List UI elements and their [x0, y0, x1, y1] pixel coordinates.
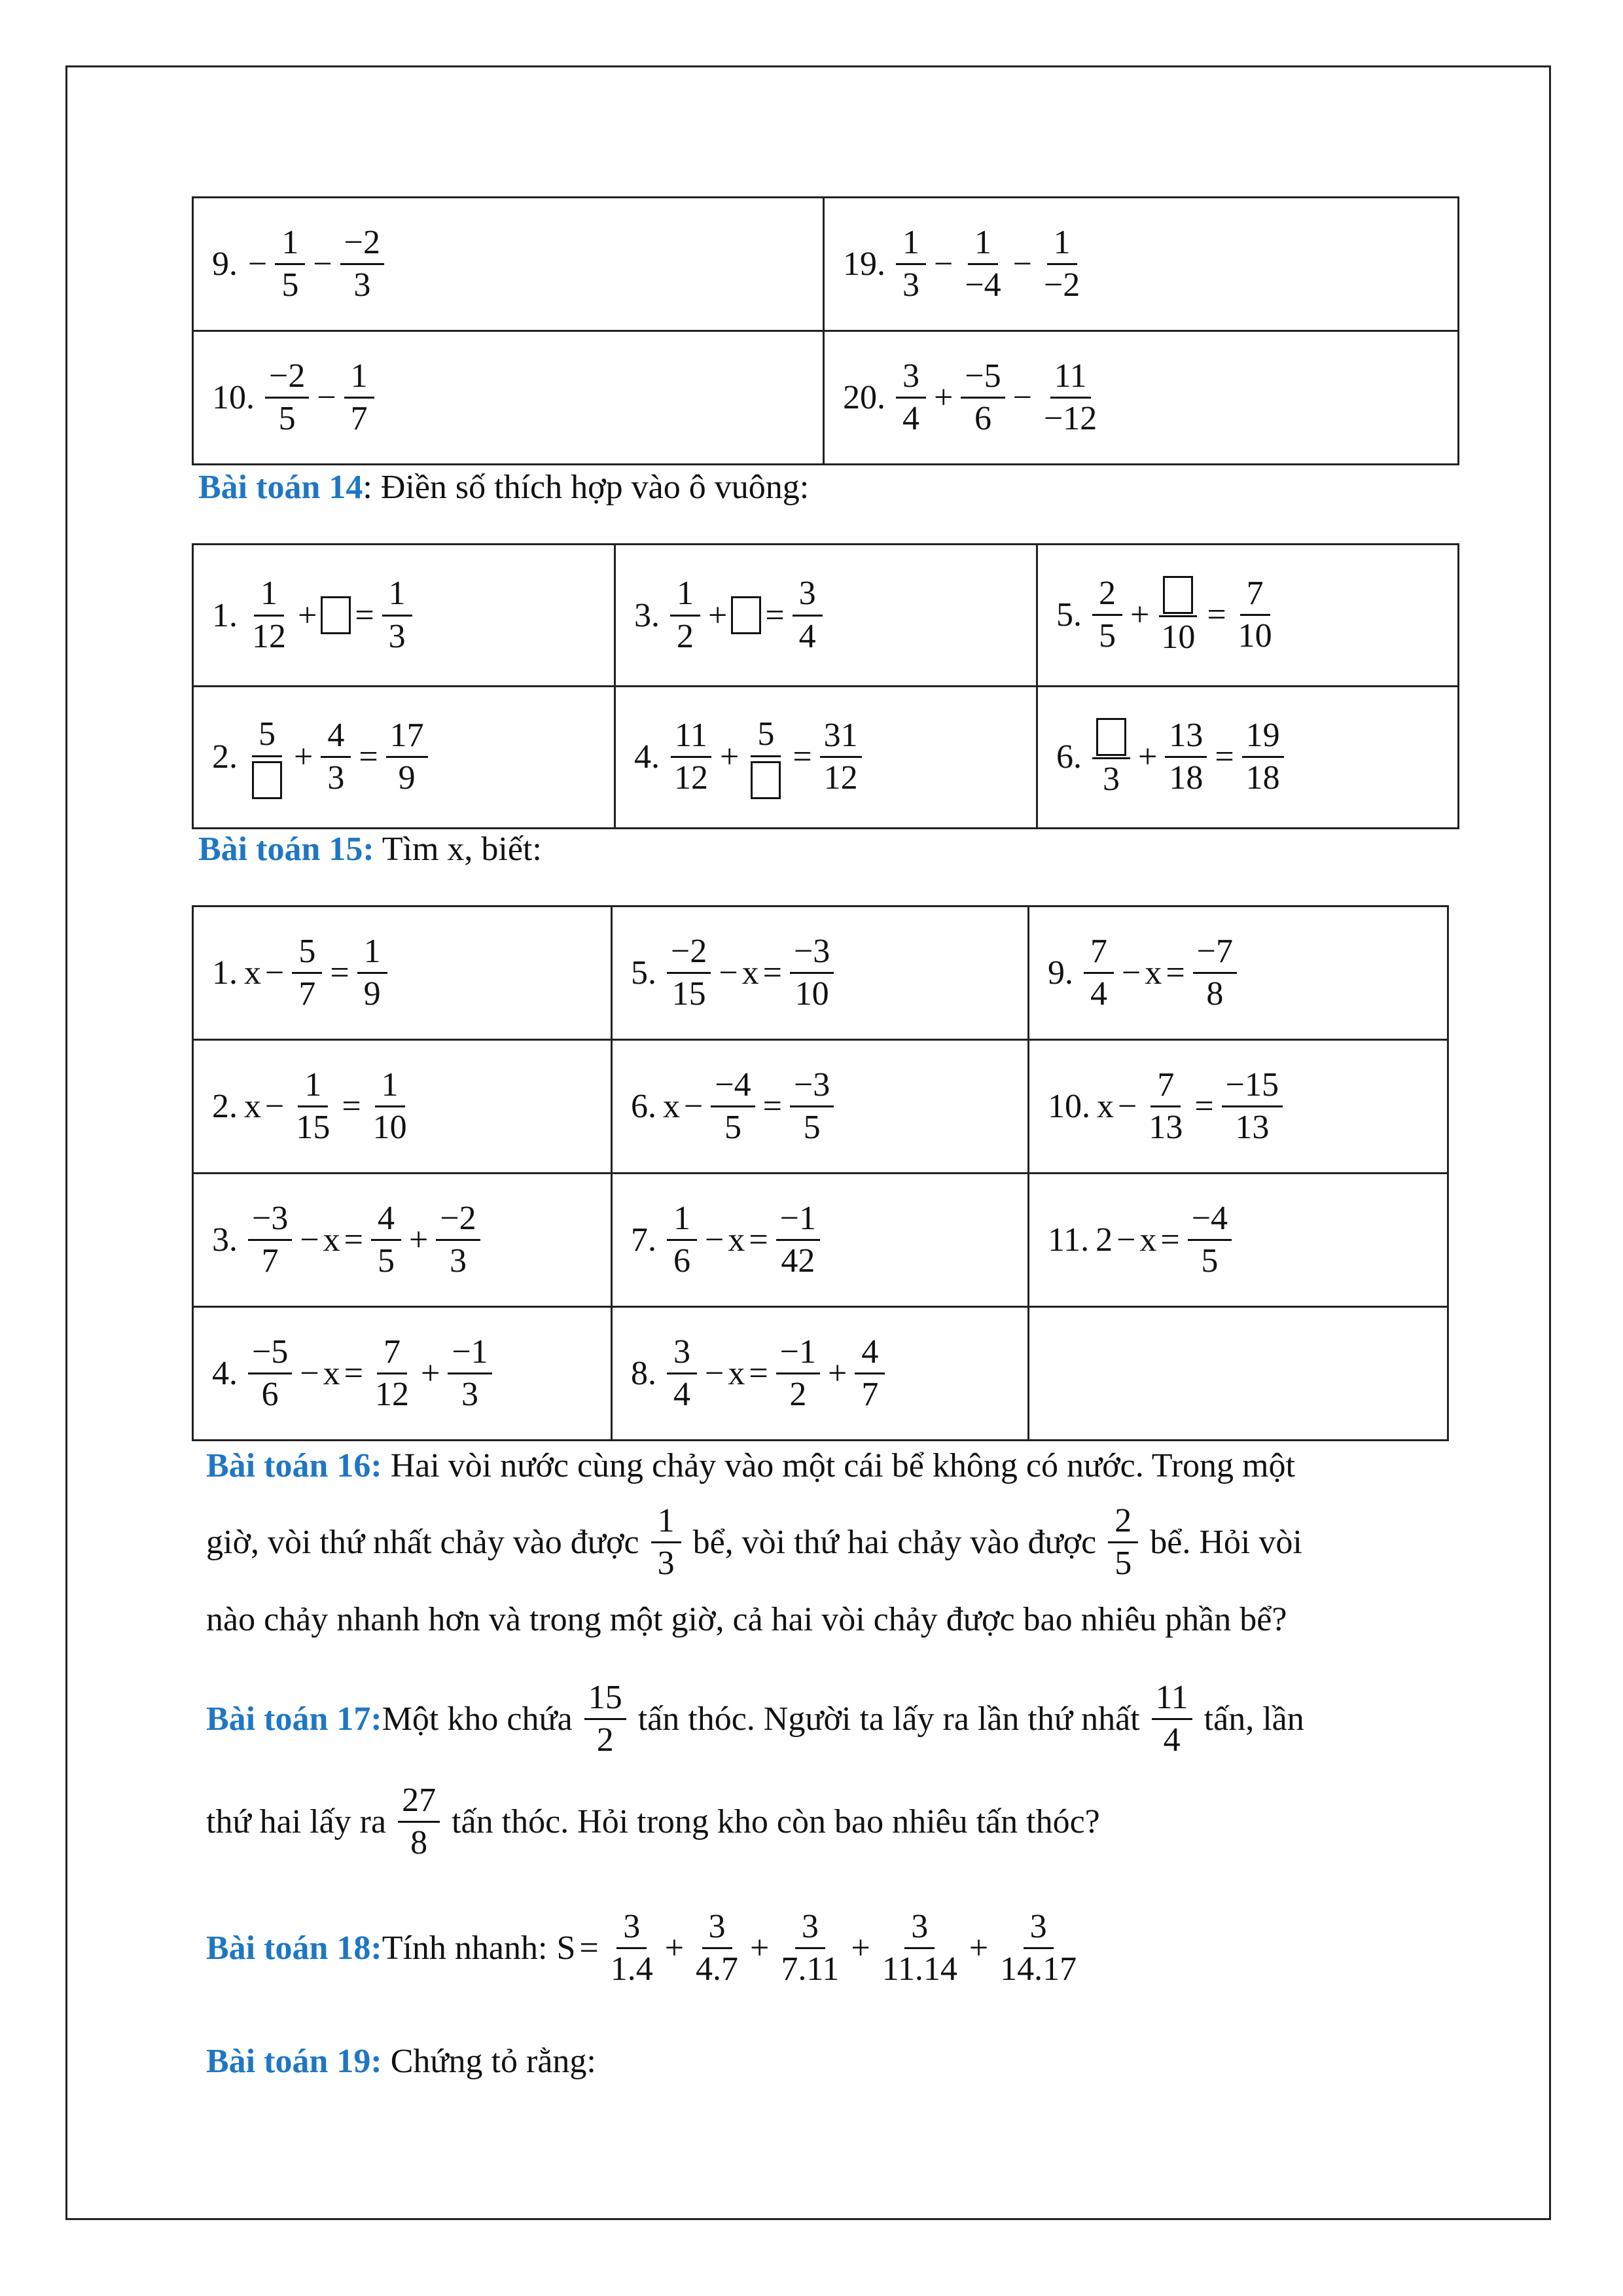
answer-box [1096, 718, 1126, 756]
exercise-15-table [192, 905, 1449, 1441]
table-cell: 1. x − $\frac{5}{7}$ = $\frac{1}{9}$ [193, 906, 612, 1040]
exercise-16-line-1 [206, 1446, 1295, 1485]
problem-text: Tính nhanh: [382, 1929, 548, 1967]
fraction-denominator: 4.7 [696, 1950, 739, 1988]
problem-text: Chứng tỏ rằng: [382, 2043, 596, 2080]
problem-text: giờ, vòi thứ nhất chảy vào được [206, 1524, 639, 1562]
problem-text: nào chảy nhanh hơn và trong một giờ, cả hai vòi chảy được bao nhiêu phần bể? [206, 1601, 1287, 1638]
fraction-denominator: 7.11 [781, 1950, 840, 1988]
problem-text: tấn thóc. Hỏi trong kho còn bao nhiêu tấn thóc? [452, 1803, 1100, 1841]
exercise-label: Bài toán 18: [206, 1929, 382, 1967]
answer-box [252, 761, 282, 799]
table-cell: 19. 1 3 − $\frac{1}{-4}$ − $\frac{1}{-2}$ [824, 198, 1459, 331]
answer-box [321, 596, 351, 634]
fraction-denominator: 1.4 [610, 1950, 653, 1988]
exercise-label: Bài toán 19: [206, 2043, 382, 2080]
problem-text: Hai vòi nước cùng chảy vào một cái bể không có nước. Trong một [382, 1447, 1295, 1484]
problem-text: Một kho chứa [382, 1700, 573, 1738]
table-cell: 3. −3 7 − x = $\frac{4}{5}$ + $\frac{-2}{3}$ [193, 1174, 612, 1307]
exercise-instruction: : Điền số thích hợp vào ô vuông: [363, 469, 810, 506]
fraction-denominator: 4 [1163, 1721, 1181, 1759]
fraction-numerator: 2 [1108, 1502, 1138, 1543]
fraction-denominator: 5 [1115, 1545, 1132, 1583]
problem-text: bể, vòi thứ hai chảy vào được [692, 1524, 1097, 1562]
table-cell: 2. 5 + $\frac{4}{3}$ = $\frac{17}{9}$ [193, 687, 615, 829]
fraction-numerator: 1 [651, 1502, 681, 1543]
exercise-17-line-1 [206, 1679, 1304, 1759]
table-cell: 7. 1 6 − x = $\frac{-1}{42}$ [612, 1174, 1029, 1307]
table-cell: 4. −5 6 − x = $\frac{7}{12}$ + $\frac{-1}{3}$ [193, 1307, 612, 1441]
answer-box [1163, 576, 1193, 614]
fraction-numerator: 27 [398, 1782, 440, 1823]
fraction-numerator: 3 [702, 1908, 732, 1949]
table-cell: 2. x − $\frac{1}{15}$ = $\frac{1}{10}$ [193, 1040, 612, 1174]
table-cell-empty [1029, 1307, 1448, 1441]
fraction-denominator: 3 [657, 1545, 675, 1583]
exercise-13-table [192, 196, 1459, 465]
table-cell: 6. 3 + $\frac{13}{18}$ = $\frac{19}{18}$ [1037, 687, 1459, 829]
exercise-label: Bài toán 17: [206, 1700, 382, 1738]
table-cell: 6. x − $\frac{-4}{5}$ = $\frac{-3}{5}$ [612, 1040, 1029, 1174]
problem-text: bể. Hỏi vòi [1150, 1524, 1302, 1562]
fraction-denominator: 11.14 [882, 1950, 957, 1988]
sum-symbol: S [556, 1929, 576, 1967]
fraction-denominator: 8 [410, 1824, 428, 1862]
table-cell: 10. −2 5 − $\frac{1}{7}$ [193, 331, 824, 465]
table-cell: 9. − $\frac{1}{5}$ − $\frac{-2}{3}$ [193, 198, 824, 331]
table-cell: 4. 11 12 + 5 = $\frac{31}{12}$ [615, 687, 1037, 829]
exercise-15-heading [198, 830, 542, 869]
exercise-14-heading [198, 468, 809, 507]
fraction-numerator: 3 [616, 1908, 647, 1949]
exercise-14-table [192, 543, 1459, 829]
table-cell: 10. x − $\frac{7}{13}$ = $\frac{-15}{13}$ [1029, 1040, 1448, 1174]
fraction-denominator: 14.17 [1000, 1950, 1077, 1988]
fraction-numerator: 3 [1024, 1908, 1054, 1949]
table-cell: 1. 1 12 + = $\frac{1}{3}$ [193, 545, 615, 687]
exercise-17-line-2 [206, 1782, 1100, 1862]
exercise-16-line-2 [206, 1502, 1302, 1583]
table-cell: 5. −2 15 − x = $\frac{-3}{10}$ [612, 906, 1029, 1040]
problem-text: tấn thóc. Người ta lấy ra lần thứ nhất [637, 1700, 1140, 1738]
table-cell: 8. 3 4 − x = $\frac{-1}{2}$ + $\frac{4}{7}$ [612, 1307, 1029, 1441]
table-cell: 11. 2 − x = $\frac{-4}{5}$ [1029, 1174, 1448, 1307]
exercise-instruction: Tìm x, biết: [374, 831, 542, 868]
table-cell: 3. 1 2 + = $\frac{3}{4}$ [615, 545, 1037, 687]
fraction-numerator: 3 [904, 1908, 935, 1949]
fraction-numerator: 3 [795, 1908, 825, 1949]
problem-text: tấn, lần [1204, 1700, 1304, 1738]
exercise-16-line-3 [206, 1600, 1287, 1639]
fraction-denominator: 2 [596, 1721, 614, 1759]
problem-text: thứ hai lấy ra [206, 1803, 387, 1841]
fraction-numerator: 11 [1152, 1679, 1192, 1720]
exercise-19 [206, 2042, 596, 2081]
table-cell: 9. 7 4 − x = $\frac{-7}{8}$ [1029, 906, 1448, 1040]
answer-box [731, 596, 761, 634]
exercise-label: Bài toán 14 [198, 469, 363, 506]
exercise-label: Bài toán 15: [198, 831, 374, 868]
table-cell: 5. 2 5 + 10 = $\frac{7}{10}$ [1037, 545, 1459, 687]
answer-box [751, 761, 781, 799]
exercise-18: Bài toán 18: Tính nhanh: S = $\frac{3}{1.4}$ + $\frac{3}{4.7}$ + $\frac{3}{7.11}$ + $\frac{3}{11.14}$ + $\frac{3}{14.17}$ [206, 1908, 1084, 1988]
exercise-label: Bài toán 16: [206, 1447, 382, 1484]
fraction-numerator: 15 [584, 1679, 626, 1720]
table-cell: 20. 3 4 + $\frac{-5}{6}$ − $\frac{11}{-12}$ [824, 331, 1459, 465]
